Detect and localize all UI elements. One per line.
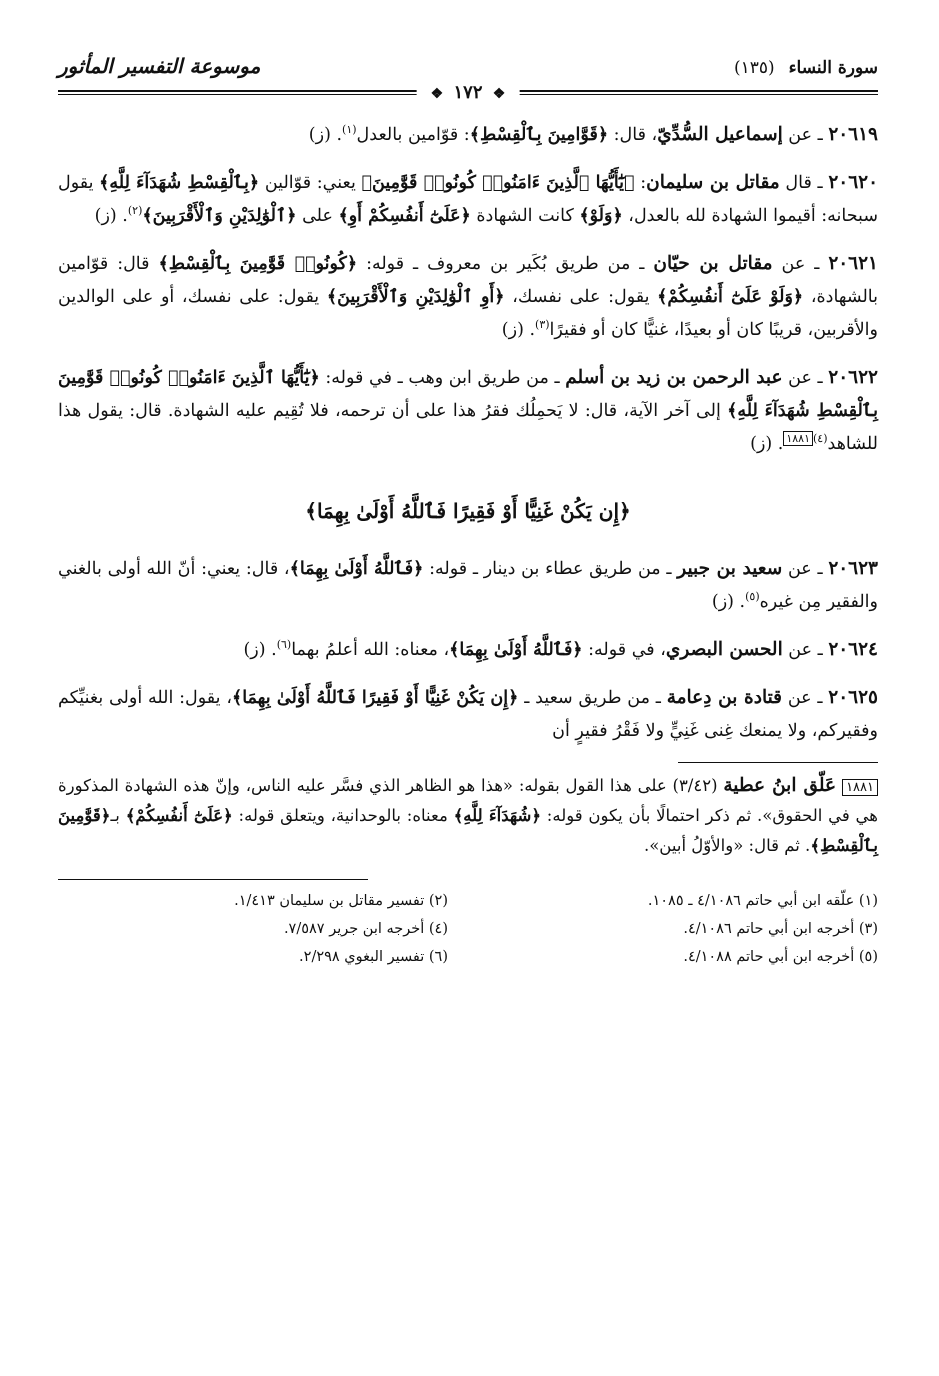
entry-text: ، معناه: الله أعلمُ بهما [291,640,450,660]
running-header [58,52,878,103]
narration-entry [58,552,878,619]
narrator-name: مقاتل بن حيّان [653,253,773,274]
narration-entry [58,633,878,667]
entry-text: : قوّامين بالعدل [356,125,470,145]
entry-text: ـ من طريق ابن وهب ـ في قوله: [319,368,566,388]
entry-text: ـ من طريق بُكَير بن معروف ـ قوله: [357,254,654,274]
verse-number: (١٣٥) [733,58,775,78]
commentary-ref: ١٨٨١ [783,431,813,446]
entry-text: ـ عن [782,368,829,388]
entry-text: ، يقول: الله أولى بغنيِّكم وفقيركم، ولا يمنعك غِنى غَنِيٍّ ولا فَقْرُ فقيرٍ أن [58,688,878,741]
narration-entry [58,166,878,233]
quran-quote: ﴿أَوِ ٱلْوَٰلِدَيْنِ وَٱلْأَقْرَبِينَ﴾ [326,287,505,307]
quran-quote: ﴿وَلَوْ﴾ [579,206,623,226]
scholar-name: عَلّق ابنُ عطية [723,775,837,796]
entry-text: : [634,173,647,193]
narration-entry [58,118,878,152]
entry-text: . (ز) [501,320,536,340]
quran-quote: ﴿إِن يَكُنْ غَنِيًّا أَوْ فَقِيرًا فَٱللَّهُ أَوْلَىٰ بِهِمَا﴾ [231,688,519,708]
entry-text: يقول: على نفسك، [504,287,658,307]
entry-text: ـ عن [782,125,829,145]
quran-quote: ﴿قَوَّامِينَ بِٱلْقِسْطِ﴾ [469,125,609,145]
entry-number: ٢٠٦٢٣ [828,558,878,579]
narrator-name: الحسن البصري [665,639,783,660]
page [58,52,878,970]
quran-quote: ﴿عَلَىٰٓ أَنفُسِكُمْ﴾ [125,806,233,825]
commentary-text: معناه: بالوحدانية، ويتعلق قوله: [232,806,454,825]
quran-quote: ﴿يَٰٓأَيُّهَا ٱلَّذِينَ ءَامَنُوا۟ كُونُوا۟ قَوَّٰمِينَ﴾ [361,173,635,193]
entry-text: كانت الشهادة [470,206,580,226]
entries-section-1 [58,118,878,461]
entry-number: ٢٠٦٢١ [828,253,878,274]
entry-text: ـ من طريق سعيد ـ [518,688,667,708]
entry-text: . (ز) [243,640,277,660]
footnote-ref: (٢) [127,204,143,218]
quran-quote: ﴿فَٱللَّهُ أَوْلَىٰ بِهِمَا﴾ [289,559,424,579]
footnote-ref: (٦) [276,638,292,652]
footnote-item: (٢) تفسير مقاتل بن سليمان ١/٤١٣. [234,893,448,909]
entry-text: على [296,206,339,226]
narration-entry [58,681,878,748]
ornament-icon: ❖ [430,86,444,102]
entry-text: ـ عن [782,688,829,708]
footnote-item: (٥) أخرجه ابن أبي حاتم ٤/١٠٨٨. [683,949,878,965]
footnote-ref: (١) [342,123,357,137]
entry-text: . (ز) [750,434,784,454]
narrator-name: سعيد بن جبير [677,558,783,579]
quran-quote: ﴿فَٱللَّهُ أَوْلَىٰ بِهِمَا﴾ [449,640,583,660]
entry-number: ٢٠٦٢٢ [828,367,878,388]
entry-text: ، قال: [608,125,658,145]
entry-text: ـ عن [772,254,829,274]
quran-quote: ﴿كُونُوا۟ قَوَّٰمِينَ بِٱلْقِسْطِ﴾ [158,254,358,274]
commentary-number: ١٨٨١ [842,779,878,796]
quran-quote: ﴿بِٱلْقِسْطِ شُهَدَآءَ لِلَّهِ﴾ [99,173,260,193]
entry-text: يقول سبحانه: أقيموا الشهادة لله بالعدل، [58,173,878,226]
narrator-name: عبد الرحمن بن زيد بن أسلم [565,367,783,388]
entry-text: قال: قوّامين بالشهادة، [58,254,878,307]
ornament-icon: ❖ [492,86,506,102]
main-text [58,118,878,748]
page-number [417,82,520,103]
footnote-ref: (٤) [813,432,828,446]
footnote-ref: (٥) [745,590,760,604]
entry-text: ، قال: يعني: أنّ الله أولى بالغني والفقير مِن غيره [58,559,878,612]
entry-text: يعني: قوّالين [259,173,362,193]
entry-number: ٢٠٦٢٥ [828,687,878,708]
quran-quote: ﴿ٱلْوَٰلِدَيْنِ وَٱلْأَقْرَبِينَ﴾ [142,206,297,226]
commentary-text: . ثم قال: «والأوّلُ أبين». [643,836,811,855]
commentary-text: بـ [110,806,126,825]
entry-text: ـ قال [779,173,829,193]
entry-text: إلى آخر الآية، قال: لا يَحمِلُك فقرُ هذا على أن ترحمه، فلا تُقِيم عليه الشهادة. قال: يقول هذا للشاهد [58,401,878,454]
entry-text: ـ عن [782,640,829,660]
narrator-name: إسماعيل السُّدِّيّ [657,124,783,145]
book-title: موسوعة التفسير المأثور [58,54,261,78]
entry-text: . (ز) [711,592,746,612]
quran-quote: ﴿وَلَوْ عَلَىٰٓ أَنفُسِكُمْ﴾ [657,287,804,307]
footnote-item: (٦) تفسير البغوي ٢/٢٩٨. [299,949,448,965]
entry-text: . (ز) [308,125,343,145]
commentary-note [58,771,878,861]
footnote-item: (٣) أخرجه ابن أبي حاتم ٤/١٠٨٦. [683,921,878,937]
footnote-item: (٤) أخرجه ابن جرير ٧/٥٨٧. [283,921,448,937]
page-number-value: ١٧٢ [453,82,483,103]
narration-entry [58,247,878,347]
commentary-text: (٣/٤٢) على هذا القول بقوله: «هذا هو الظاهر الذي فسَّر عليه الناس، وإنّ هذه الشهادة المذكورة هي في الحقوق». ثم ذكر احتمالًا بأن يكون قوله: [58,776,878,825]
footnotes [58,888,878,970]
quran-quote: ﴿شُهَدَآءَ لِلَّهِ﴾ [453,806,541,825]
surah-name: سورة النساء [788,58,878,78]
entry-text: ـ عن [782,559,829,579]
footnote-separator [58,879,368,880]
narrator-name: مقاتل بن سليمان [646,172,780,193]
quran-quote: ﴿يَٰٓأَيُّهَا ٱلَّذِينَ ءَامَنُوا۟ كُونُوا۟ قَوَّٰمِينَ بِٱلْقِسْطِ شُهَدَآءَ لِلَّهِ﴾ [58,368,878,421]
verse-heading: ﴿إِن يَكُنْ غَنِيًّا أَوْ فَقِيرًا فَٱللَّهُ أَوْلَىٰ بِهِمَا﴾ [305,499,631,523]
surah-title [734,58,878,78]
narrator-name: قتادة بن دِعامة [666,687,783,708]
entries-section-2 [58,552,878,748]
entry-number: ٢٠٦١٩ [828,124,878,145]
quran-quote: ﴿قَوَّٰمِينَ بِٱلْقِسْطِ﴾ [58,806,878,855]
entry-text: ، في قوله: [582,640,666,660]
quran-quote: ﴿عَلَىٰٓ أَنفُسِكُمْ أَوِ﴾ [338,206,471,226]
entry-text: . (ز) [94,206,128,226]
entry-number: ٢٠٦٢٠ [828,172,879,193]
footnote-item: (١) علّقه ابن أبي حاتم ٤/١٠٨٦ ـ ١٠٨٥. [647,893,878,909]
footnote-ref: (٣) [535,318,550,332]
entry-text: ـ من طريق عطاء بن دينار ـ قوله: [423,559,678,579]
commentary-separator [678,762,878,763]
entry-text: يقول: على نفسك، أو على الوالدين والأقربين، قريبًا كان أو بعيدًا، غنيًّا كان أو فقيرًا [58,287,878,340]
narration-entry [58,361,878,461]
entry-number: ٢٠٦٢٤ [828,639,878,660]
